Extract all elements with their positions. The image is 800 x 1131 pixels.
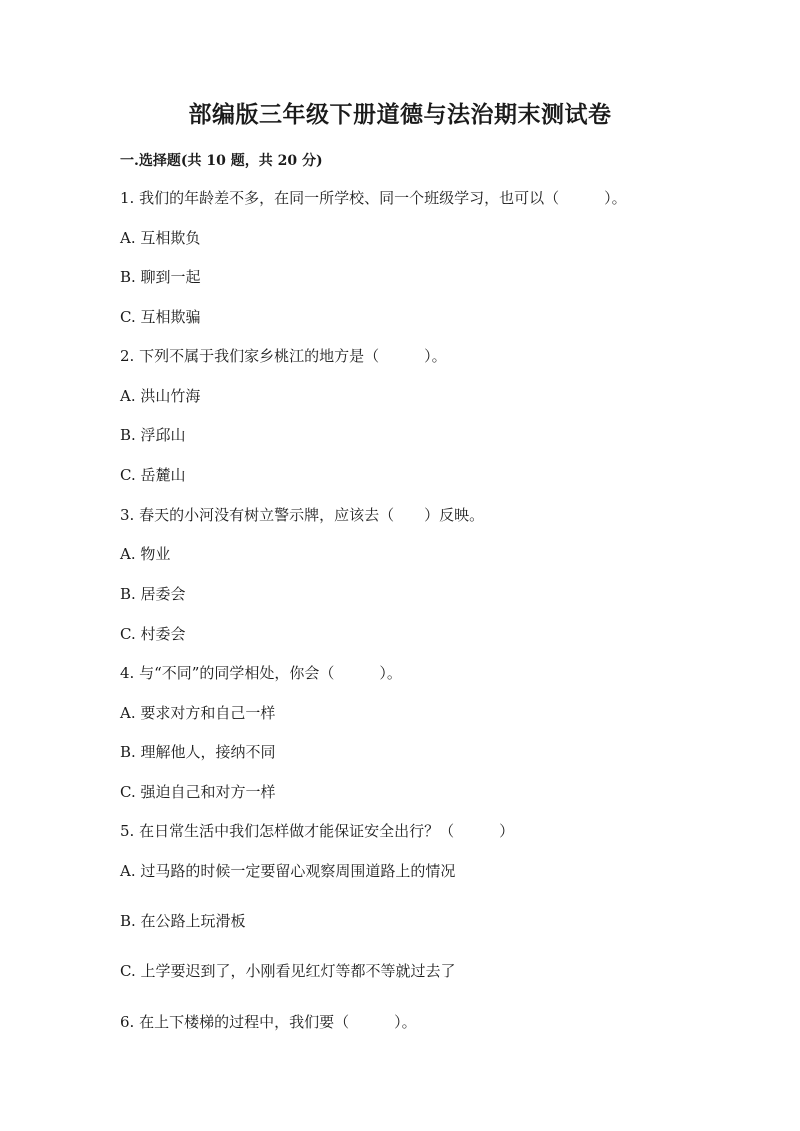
question-3-option-a: A. 物业 [120, 545, 171, 563]
question-5-option-b: B. 在公路上玩滑板 [120, 912, 246, 930]
question-4-option-a: A. 要求对方和自己一样 [120, 704, 276, 722]
question-1-option-a: A. 互相欺负 [120, 229, 201, 247]
question-3-option-b: B. 居委会 [120, 585, 186, 603]
question-4-option-c: C. 强迫自己和对方一样 [120, 783, 276, 801]
question-1-stem: 1. 我们的年龄差不多，在同一所学校、同一个班级学习，也可以（ ）。 [120, 189, 627, 207]
question-5-option-c: C. 上学要迟到了，小刚看见红灯等都不等就过去了 [120, 962, 456, 980]
question-4-option-b: B. 理解他人，接纳不同 [120, 743, 276, 761]
section-heading: 一.选择题(共 10 题，共 20 分) [120, 153, 323, 169]
question-5-option-a: A. 过马路的时候一定要留心观察周围道路上的情况 [120, 862, 456, 880]
question-4-stem: 4. 与“不同”的同学相处，你会（ ）。 [120, 664, 402, 682]
question-1-option-b: B. 聊到一起 [120, 268, 201, 286]
question-2-option-a: A. 洪山竹海 [120, 387, 201, 405]
question-5-stem: 5. 在日常生活中我们怎样做才能保证安全出行？（ ） [120, 822, 515, 840]
question-3-stem: 3. 春天的小河没有树立警示牌，应该去（ ）反映。 [120, 506, 485, 524]
exam-title: 部编版三年级下册道德与法治期末测试卷 [188, 101, 612, 128]
question-2-stem: 2. 下列不属于我们家乡桃江的地方是（ ）。 [120, 347, 447, 365]
question-6-stem: 6. 在上下楼梯的过程中，我们要（ ）。 [120, 1013, 417, 1031]
question-3-option-c: C. 村委会 [120, 625, 186, 643]
question-1-option-c: C. 互相欺骗 [120, 308, 201, 326]
question-2-option-b: B. 浮邱山 [120, 426, 186, 444]
question-2-option-c: C. 岳麓山 [120, 466, 186, 484]
